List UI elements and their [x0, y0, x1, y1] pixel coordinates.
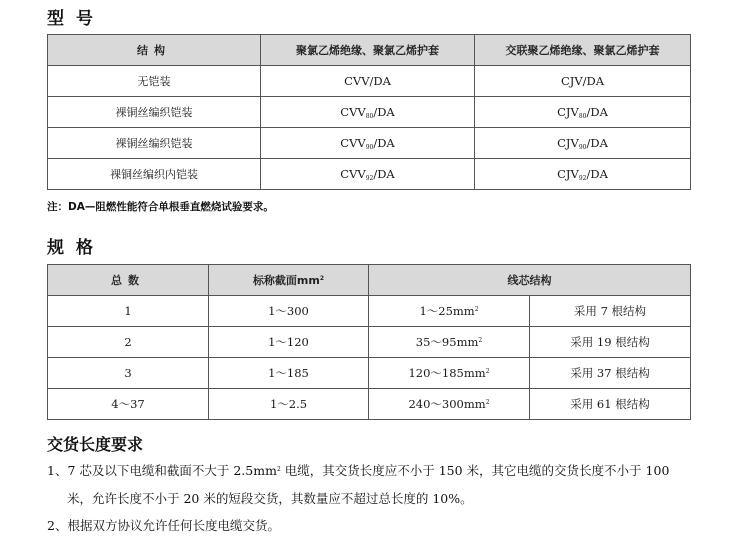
header-core: 线芯结构: [369, 265, 691, 296]
header-area: 标称截面$mm^2$: [209, 265, 369, 296]
table-row: [48, 66, 691, 97]
header-xlpe: 交联聚乙烯绝缘、聚氯乙烯护套: [475, 35, 691, 66]
delivery-paragraph-1: 1、7 芯及以下电缆和截面不大于 $2.5mm^2$ 电缆，其交货长度应不小于 150 米，其它电缆的交货长度不小于 100: [47, 463, 670, 478]
header-pvc: 聚氯乙烯绝缘、聚氯乙烯护套: [261, 35, 475, 66]
xlpe-model-cell: $CJV_{92}/DA$: [475, 159, 691, 190]
count-cell: 3: [48, 358, 209, 389]
table-row: [48, 358, 691, 389]
header-structure: 结构: [48, 35, 261, 66]
spec-section-title: 规格: [47, 238, 105, 258]
table-row: [48, 159, 691, 190]
pvc-model-cell: $CVV_{92}/DA$: [261, 159, 475, 190]
area-cell: 1～185: [209, 358, 369, 389]
spec-table: [47, 264, 691, 420]
table-row: [48, 296, 691, 327]
header-count: 总数: [48, 265, 209, 296]
count-cell: 2: [48, 327, 209, 358]
delivery-paragraph-1-line-2: 米，允许长度不小于 20 米的短段交货，其数量应不超过总长度的 10%。: [67, 491, 473, 506]
structure-cell: 裸铜丝编织内铠装: [48, 159, 261, 190]
pvc-model-cell: $CVV_{80}/DA$: [261, 97, 475, 128]
model-note: 注：DA—阻燃性能符合单根垂直燃烧试验要求。: [47, 201, 274, 213]
table-row: [48, 389, 691, 420]
area-cell: 1～120: [209, 327, 369, 358]
area-cell: 1～300: [209, 296, 369, 327]
core-structure-cell: 采用 7 根结构: [530, 296, 691, 327]
core-structure-cell: 采用 19 根结构: [530, 327, 691, 358]
core-structure-cell: 采用 37 根结构: [530, 358, 691, 389]
model-table: [47, 34, 691, 190]
table-row: [48, 327, 691, 358]
count-cell: 1: [48, 296, 209, 327]
structure-cell: 裸铜丝编织铠装: [48, 128, 261, 159]
structure-cell: 无铠装: [48, 66, 261, 97]
structure-cell: 裸铜丝编织铠装: [48, 97, 261, 128]
core-range-cell: $240\sim 300mm^2$: [369, 389, 530, 420]
table-row: [48, 128, 691, 159]
xlpe-model-cell: $CJV_{80}/DA$: [475, 97, 691, 128]
delivery-section-title: 交货长度要求: [47, 435, 144, 454]
core-range-cell: $35\sim 95mm^2$: [369, 327, 530, 358]
pvc-model-cell: $CVV_{90}/DA$: [261, 128, 475, 159]
xlpe-model-cell: CJV/DA: [475, 66, 691, 97]
xlpe-model-cell: $CJV_{90}/DA$: [475, 128, 691, 159]
table-row: [48, 97, 691, 128]
core-range-cell: $1\sim 25mm^2$: [369, 296, 530, 327]
count-cell: 4～37: [48, 389, 209, 420]
core-structure-cell: 采用 61 根结构: [530, 389, 691, 420]
area-cell: 1～2.5: [209, 389, 369, 420]
delivery-paragraph-2: 2、根据双方协议允许任何长度电缆交货。: [47, 518, 280, 533]
core-range-cell: $120\sim 185mm^2$: [369, 358, 530, 389]
model-section-title: 型号: [47, 9, 105, 29]
pvc-model-cell: CVV/DA: [261, 66, 475, 97]
